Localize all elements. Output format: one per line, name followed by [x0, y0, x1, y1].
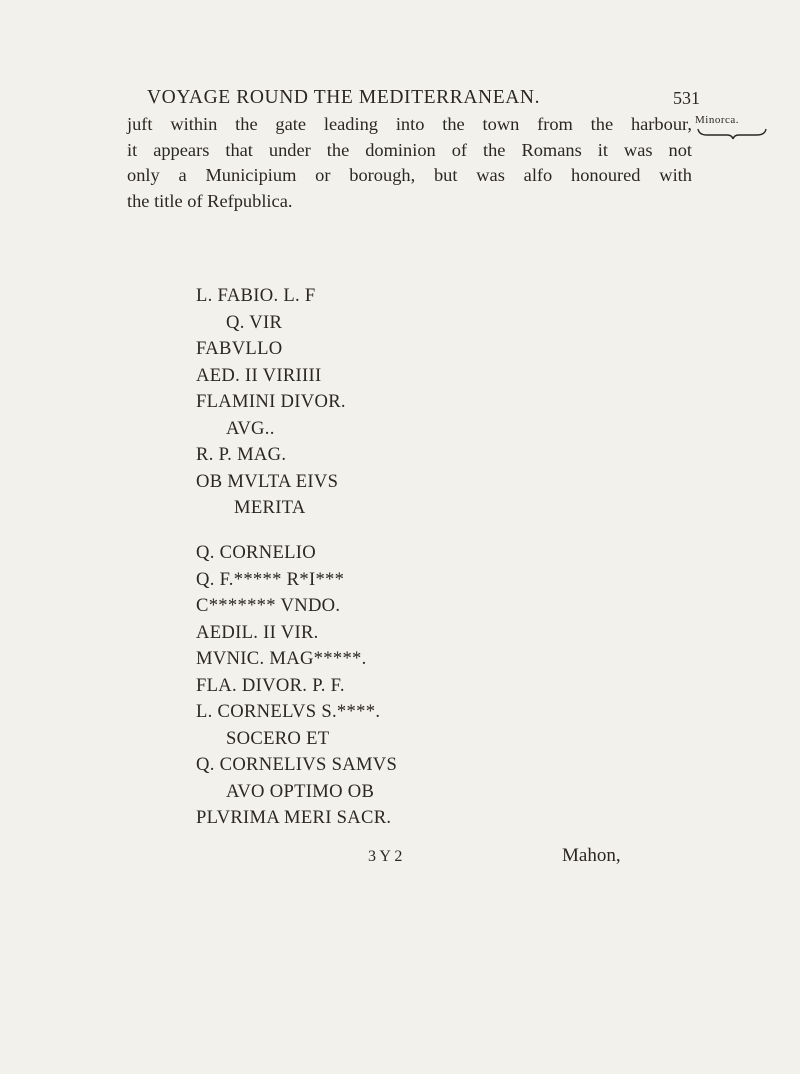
body-line: juft within the gate leading into the town from the harbour,: [127, 114, 692, 134]
body-line: only a Municipium or borough, but was alfo honoured with: [127, 165, 692, 186]
page-number: 531: [673, 88, 700, 108]
running-title: VOYAGE ROUND THE MEDITERRANEAN.: [147, 87, 541, 108]
inscription-line: OB MVLTA EIVS: [196, 470, 339, 492]
signature-mark: 3 Y 2: [368, 848, 403, 865]
inscription-line: MERITA: [234, 497, 306, 518]
inscription-line: L. CORNELVS S.****.: [196, 701, 381, 722]
inscription-line: Q. CORNELIO: [196, 542, 317, 563]
inscription-line: Q. CORNELIVS SAMVS: [196, 754, 398, 775]
inscription-line: FLA. DIVOR. P. F.: [196, 674, 345, 696]
inscription-line: AVO OPTIMO OB: [226, 780, 375, 802]
inscription-line: C******* VNDO.: [196, 595, 341, 616]
inscription-line: AVG..: [226, 417, 275, 439]
body-line: it appears that under the dominion of the Romans it was not: [127, 139, 692, 160]
inscription-line: MVNIC. MAG*****.: [196, 648, 367, 669]
body-line: the title of Refpublica.: [127, 190, 293, 211]
inscription-fabio: [196, 283, 346, 522]
inscription-line: Q. VIR: [226, 311, 283, 333]
inscription-line: Q. F.***** R*I***: [196, 568, 345, 590]
inscription-line: SOCERO ET: [226, 727, 330, 749]
inscription-cornelio: [196, 540, 397, 832]
inscription-line: R. P. MAG.: [196, 444, 287, 465]
inscription-line: L. FABIO. L. F: [196, 285, 316, 306]
inscription-line: AEDIL. II VIR.: [196, 621, 319, 643]
margin-brace-icon: [697, 128, 767, 140]
inscription-line: PLVRIMA MERI SACR.: [196, 807, 392, 828]
catchword: Mahon,: [562, 845, 621, 866]
inscription-line: AED. II VIRIIII: [196, 364, 322, 386]
body-paragraph: [127, 112, 692, 214]
inscription-line: FABVLLO: [196, 338, 283, 359]
inscription-line: FLAMINI DIVOR.: [196, 391, 346, 412]
margin-note: Minorca.: [695, 114, 740, 126]
